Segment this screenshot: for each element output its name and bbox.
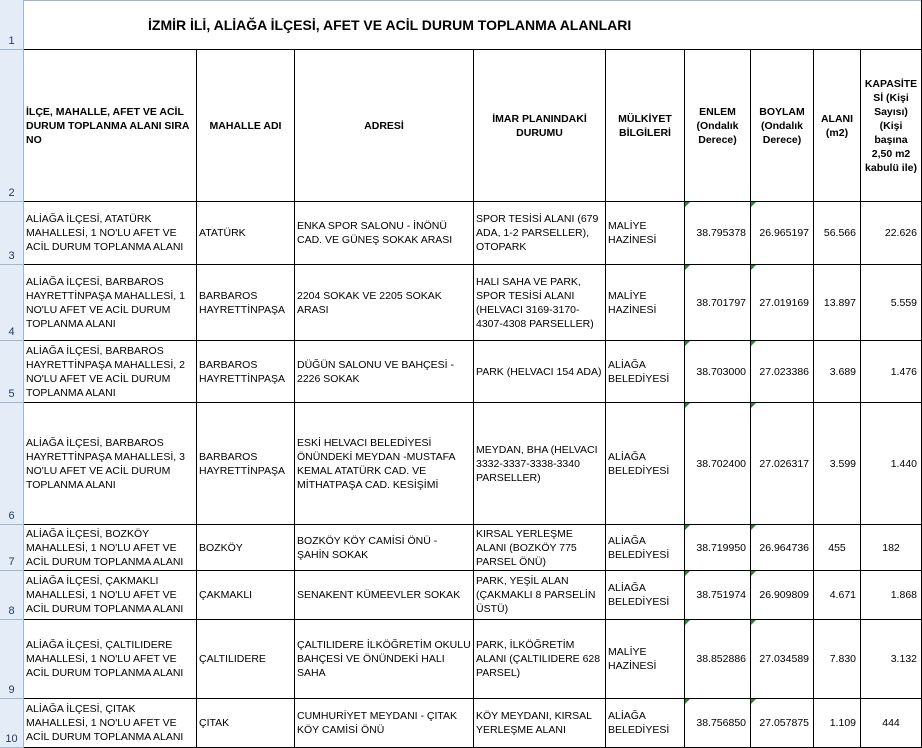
cell-sira-no[interactable]: ALİAĞA İLÇESİ, BARBAROS HAYRETTİNPAŞA MAHALLESİ, 3 NO'LU AFET VE ACİL DURUM TOPLANMA ALANI — [24, 403, 197, 525]
cell-mulkiyet[interactable]: ALİAĞA BELEDİYESİ — [606, 403, 685, 525]
cell-imar-durumu[interactable]: PARK, İLKÖĞRETİM ALANI (ÇALTILIDERE 628 PARSEL) — [474, 620, 606, 699]
cell-enlem[interactable]: 38.795378 — [685, 202, 751, 265]
cell-kapasite[interactable]: 1.476 — [861, 341, 922, 403]
cell-enlem[interactable]: 38.751974 — [685, 571, 751, 620]
cell-adres[interactable]: ÇALTILIDERE İLKÖĞRETİM OKULU BAHÇESİ VE ÖNÜNDEKİ HALI SAHA — [295, 620, 474, 699]
cell-alan[interactable]: 3.599 — [814, 403, 861, 525]
row-header[interactable]: 3 — [0, 202, 24, 265]
cell-mahalle-adi[interactable]: ATATÜRK — [197, 202, 295, 265]
cell-mahalle-adi[interactable]: ÇALTILIDERE — [197, 620, 295, 699]
cell-alan[interactable]: 7.830 — [814, 620, 861, 699]
row-header[interactable]: 10 — [0, 699, 24, 748]
cell-sira-no[interactable]: ALİAĞA İLÇESİ, BOZKÖY MAHALLESİ, 1 NO'LU AFET VE ACİL DURUM TOPLANMA ALANI — [24, 525, 197, 571]
row-header[interactable]: 5 — [0, 341, 24, 403]
header-adres[interactable]: ADRESİ — [295, 50, 474, 202]
cell-mulkiyet[interactable]: MALİYE HAZİNESİ — [606, 620, 685, 699]
cell-kapasite[interactable]: 3.132 — [861, 620, 922, 699]
cell-sira-no[interactable]: ALİAĞA İLÇESİ, BARBAROS HAYRETTİNPAŞA MAHALLESİ, 1 NO'LU AFET VE ACİL DURUM TOPLANMA ALANI — [24, 265, 197, 341]
cell-kapasite[interactable]: 1.440 — [861, 403, 922, 525]
cell-mahalle-adi[interactable]: BARBAROS HAYRETTİNPAŞA — [197, 341, 295, 403]
cell-mulkiyet[interactable]: ALİAĞA BELEDİYESİ — [606, 699, 685, 748]
cell-adres[interactable]: ENKA SPOR SALONU - İNÖNÜ CAD. VE GÜNEŞ SOKAK ARASI — [295, 202, 474, 265]
cell-boylam[interactable]: 26.909809 — [751, 571, 814, 620]
cell-adres[interactable]: DÜĞÜN SALONU VE BAHÇESİ - 2226 SOKAK — [295, 341, 474, 403]
cell-imar-durumu[interactable]: MEYDAN, BHA (HELVACI 3332-3337-3338-3340 PARSELLER) — [474, 403, 606, 525]
cell-sira-no[interactable]: ALİAĞA İLÇESİ, ÇITAK MAHALLESİ, 1 NO'LU AFET VE ACİL DURUM TOPLANMA ALANI — [24, 699, 197, 748]
cell-boylam[interactable]: 26.965197 — [751, 202, 814, 265]
cell-kapasite[interactable]: 1.868 — [861, 571, 922, 620]
header-mulkiyet[interactable]: MÜLKİYET BİLGİLERİ — [606, 50, 685, 202]
cell-sira-no[interactable]: ALİAĞA İLÇESİ, ATATÜRK MAHALLESİ, 1 NO'LU AFET VE ACİL DURUM TOPLANMA ALANI — [24, 202, 197, 265]
cell-boylam[interactable]: 27.023386 — [751, 341, 814, 403]
cell-adres[interactable]: SENAKENT KÜMEEVLER SOKAK — [295, 571, 474, 620]
cell-boylam[interactable]: 27.057875 — [751, 699, 814, 748]
cell-mulkiyet[interactable]: ALİAĞA BELEDİYESİ — [606, 525, 685, 571]
cell-boylam[interactable]: 26.964736 — [751, 525, 814, 571]
cell-kapasite[interactable]: 182 — [861, 525, 922, 571]
row-header[interactable]: 4 — [0, 265, 24, 341]
header-alan[interactable]: ALANI (m2) — [814, 50, 861, 202]
cell-imar-durumu[interactable]: KIRSAL YERLEŞME ALANI (BOZKÖY 775 PARSEL ÖNÜ) — [474, 525, 606, 571]
cell-sira-no[interactable]: ALİAĞA İLÇESİ, BARBAROS HAYRETTİNPAŞA MAHALLESİ, 2 NO'LU AFET VE ACİL DURUM TOPLANMA ALANI — [24, 341, 197, 403]
cell-mahalle-adi[interactable]: BARBAROS HAYRETTİNPAŞA — [197, 403, 295, 525]
header-kapasite[interactable]: KAPASİTE Sİ (Kişi Sayısı) (Kişi başına 2,50 m2 kabulü ile) — [861, 50, 922, 202]
cell-imar-durumu[interactable]: PARK (HELVACI 154 ADA) — [474, 341, 606, 403]
cell-enlem[interactable]: 38.756850 — [685, 699, 751, 748]
header-boylam[interactable]: BOYLAM (Ondalık Derece) — [751, 50, 814, 202]
cell-mulkiyet[interactable]: MALİYE HAZİNESİ — [606, 202, 685, 265]
cell-mahalle-adi[interactable]: ÇITAK — [197, 699, 295, 748]
cell-enlem[interactable]: 38.701797 — [685, 265, 751, 341]
cell-mahalle-adi[interactable]: BOZKÖY — [197, 525, 295, 571]
header-imar-durumu[interactable]: İMAR PLANINDAKİ DURUMU — [474, 50, 606, 202]
cell-kapasite[interactable]: 5.559 — [861, 265, 922, 341]
cell-enlem[interactable]: 38.702400 — [685, 403, 751, 525]
row-header[interactable]: 8 — [0, 571, 24, 620]
cell-kapasite[interactable]: 444 — [861, 699, 922, 748]
cell-enlem[interactable]: 38.703000 — [685, 341, 751, 403]
header-mahalle-adi[interactable]: MAHALLE ADI — [197, 50, 295, 202]
row-header[interactable]: 2 — [0, 50, 24, 202]
sheet-title[interactable]: İZMİR İLİ, ALİAĞA İLÇESİ, AFET VE ACİL DURUM TOPLANMA ALANLARI — [24, 0, 922, 50]
cell-mulkiyet[interactable]: MALİYE HAZİNESİ — [606, 265, 685, 341]
cell-kapasite[interactable]: 22.626 — [861, 202, 922, 265]
header-enlem[interactable]: ENLEM (Ondalık Derece) — [685, 50, 751, 202]
cell-imar-durumu[interactable]: HALI SAHA VE PARK, SPOR TESİSİ ALANI (HELVACI 3169-3170-4307-4308 PARSELLER) — [474, 265, 606, 341]
cell-imar-durumu[interactable]: SPOR TESİSİ ALANI (679 ADA, 1-2 PARSELLER), OTOPARK — [474, 202, 606, 265]
cell-adres[interactable]: CUMHURİYET MEYDANI - ÇITAK KÖY CAMİSİ ÖNÜ — [295, 699, 474, 748]
cell-alan[interactable]: 1.109 — [814, 699, 861, 748]
cell-enlem[interactable]: 38.719950 — [685, 525, 751, 571]
cell-adres[interactable]: 2204 SOKAK VE 2205 SOKAK ARASI — [295, 265, 474, 341]
cell-mulkiyet[interactable]: ALİAĞA BELEDİYESİ — [606, 571, 685, 620]
cell-alan[interactable]: 56.566 — [814, 202, 861, 265]
cell-mahalle-adi[interactable]: ÇAKMAKLI — [197, 571, 295, 620]
cell-sira-no[interactable]: ALİAĞA İLÇESİ, ÇALTILIDERE MAHALLESİ, 1 NO'LU AFET VE ACİL DURUM TOPLANMA ALANI — [24, 620, 197, 699]
cell-boylam[interactable]: 27.034589 — [751, 620, 814, 699]
cell-alan[interactable]: 13.897 — [814, 265, 861, 341]
cell-boylam[interactable]: 27.026317 — [751, 403, 814, 525]
cell-adres[interactable]: BOZKÖY KÖY CAMİSİ ÖNÜ - ŞAHİN SOKAK — [295, 525, 474, 571]
row-header[interactable]: 6 — [0, 403, 24, 525]
row-header[interactable]: 1 — [0, 0, 24, 50]
cell-imar-durumu[interactable]: KÖY MEYDANI, KIRSAL YERLEŞME ALANI — [474, 699, 606, 748]
cell-alan[interactable]: 455 — [814, 525, 861, 571]
cell-alan[interactable]: 3.689 — [814, 341, 861, 403]
cell-mahalle-adi[interactable]: BARBAROS HAYRETTİNPAŞA — [197, 265, 295, 341]
cell-imar-durumu[interactable]: PARK, YEŞİL ALAN (ÇAKMAKLI 8 PARSELİN ÜSTÜ) — [474, 571, 606, 620]
cell-boylam[interactable]: 27.019169 — [751, 265, 814, 341]
cell-mulkiyet[interactable]: ALİAĞA BELEDİYESİ — [606, 341, 685, 403]
row-header[interactable]: 9 — [0, 620, 24, 699]
cell-adres[interactable]: ESKİ HELVACI BELEDİYESİ ÖNÜNDEKİ MEYDAN -MUSTAFA KEMAL ATATÜRK CAD. VE MİTHATPAŞA CAD. KESİŞİMİ — [295, 403, 474, 525]
cell-enlem[interactable]: 38.852886 — [685, 620, 751, 699]
row-header[interactable]: 7 — [0, 525, 24, 571]
header-sira-no[interactable]: İLÇE, MAHALLE, AFET VE ACİL DURUM TOPLANMA ALANI SIRA NO — [24, 50, 197, 202]
cell-alan[interactable]: 4.671 — [814, 571, 861, 620]
cell-sira-no[interactable]: ALİAĞA İLÇESİ, ÇAKMAKLI MAHALLESİ, 1 NO'LU AFET VE ACİL DURUM TOPLANMA ALANI — [24, 571, 197, 620]
